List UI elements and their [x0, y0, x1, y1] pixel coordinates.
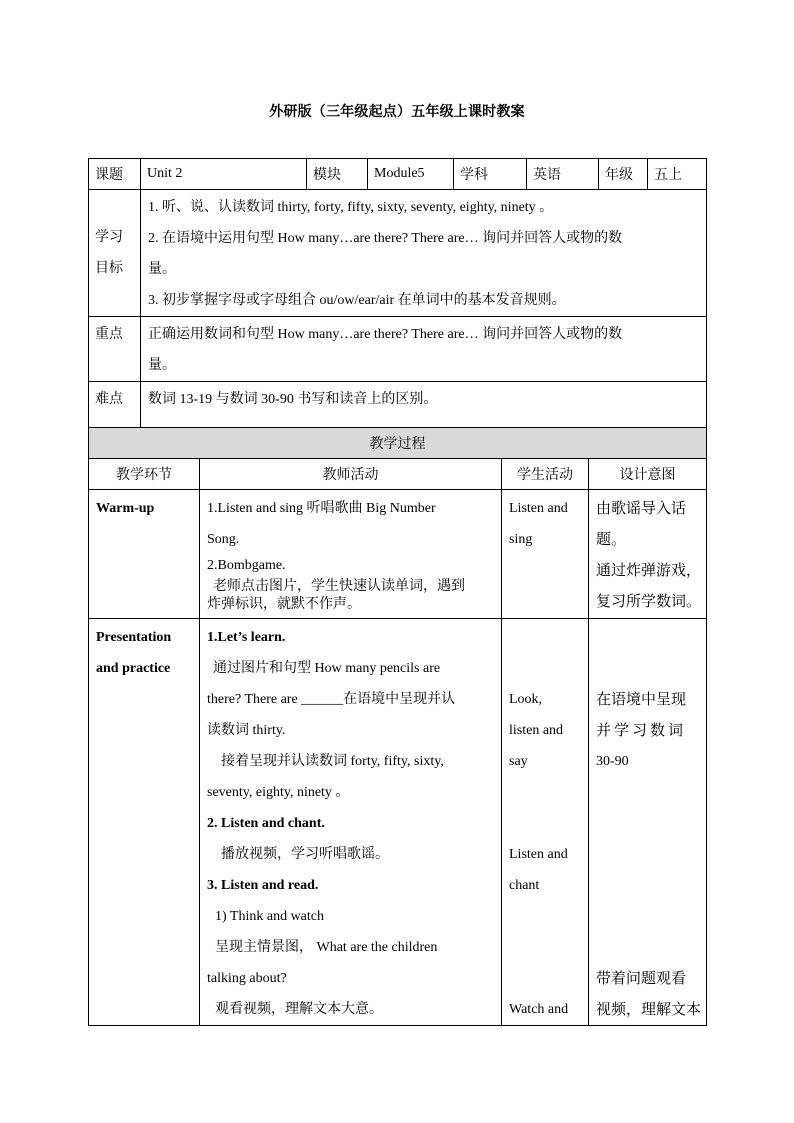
pres-intent-3: 30-90 — [596, 754, 629, 769]
difficulties-text: 数词 13-19 与数词 30-90 书写和读音上的区别。 — [148, 392, 438, 407]
process-band-row — [89, 428, 707, 459]
warmup-intent-1: 由歌谣导入话 — [596, 499, 687, 517]
pres-teacher-2: there? There are ______在语境中呈现并认 — [207, 692, 456, 707]
goals-row — [89, 190, 707, 317]
pres-teacher-5: seventy, eighty, ninety 。 — [207, 785, 350, 800]
warmup-intent-3: 通过炸弹游戏， — [596, 561, 702, 579]
key-points-row — [89, 317, 707, 382]
warmup-teacher-3: 老师点击图片，学生快速认读单词，遇到 — [213, 578, 465, 594]
presentation-stage-2: and practice — [96, 661, 171, 676]
pres-heading-3: 3. Listen and read. — [207, 878, 319, 893]
goal-3: 3. 初步掌握字母或字母组合 ou/ow/ear/air 在单词中的基本发音规则。 — [148, 293, 566, 308]
subject-value: 英语 — [527, 159, 599, 190]
topic-value: Unit 2 — [141, 159, 307, 190]
pres-teacher-1: 通过图片和句型 How many pencils are — [213, 661, 441, 676]
pres-intent-5: 视频，理解文本 — [596, 1000, 702, 1018]
process-header-row — [89, 459, 707, 490]
process-band: 教学过程 — [89, 428, 707, 459]
difficulties-row — [89, 382, 707, 431]
header-intent: 设计意图 — [589, 459, 707, 490]
warmup-row — [89, 490, 707, 619]
pres-teacher-9: talking about? — [207, 971, 287, 986]
pres-teacher-8: 呈现主情景图， What are the children — [215, 940, 438, 955]
warmup-stage: Warm-up — [96, 501, 155, 516]
goal-1: 1. 听、说、认读数词 thirty, forty, fifty, sixty, seventy, eighty, ninety 。 — [148, 200, 554, 215]
pres-heading-1: 1.Let’s learn. — [207, 630, 286, 645]
key-point-line-1: 正确运用数词和句型 How many…are there? There are… 询问并回答人或物的数 — [148, 327, 623, 342]
goal-2: 2. 在语境中运用句型 How many…are there? There are… 询问并回答人或物的数 — [148, 231, 623, 246]
module-label: 模块 — [307, 159, 368, 190]
pres-teacher-10: 观看视频，理解文本大意。 — [215, 1002, 383, 1017]
warmup-intent-2: 题。 — [596, 530, 627, 548]
pres-student-5: chant — [509, 878, 540, 893]
pres-intent-4: 带着问题观看 — [596, 969, 687, 987]
header-student: 学生活动 — [502, 459, 589, 490]
grade-value: 五上 — [648, 159, 707, 190]
pres-teacher-4: 接着呈现并认读数词 forty, fifty, sixty, — [221, 754, 444, 769]
header-teacher: 教师活动 — [200, 459, 502, 490]
warmup-teacher-2: 2.Bombgame. — [207, 558, 286, 573]
page-title: 外研版（三年级起点）五年级上课时教案 — [269, 104, 525, 120]
pres-intent-1: 在语境中呈现 — [596, 690, 687, 708]
pres-student-2: listen and — [509, 723, 564, 738]
goal-2-cont: 量。 — [148, 262, 176, 277]
warmup-student-1: Listen and — [509, 501, 568, 516]
goals-label: 学习目标 — [95, 229, 123, 276]
lesson-info-table — [88, 158, 707, 431]
header-stage: 教学环节 — [89, 459, 200, 490]
topic-label: 课题 — [89, 159, 141, 190]
key-point-line-2: 量。 — [148, 358, 176, 373]
pres-intent-2: 并学习数词 — [596, 721, 687, 739]
difficulties-label: 难点 — [89, 382, 141, 431]
info-row — [89, 159, 707, 190]
pres-heading-2: 2. Listen and chant. — [207, 816, 325, 831]
pres-student-4: Listen and — [509, 847, 568, 862]
key-points-label: 重点 — [89, 317, 141, 382]
warmup-student-2: sing — [509, 532, 533, 547]
teaching-process-table — [88, 427, 707, 1026]
warmup-teacher-4: 炸弹标识，就默不作声。 — [207, 596, 361, 612]
warmup-teacher-1: 1.Listen and sing 听唱歌曲 Big Number — [207, 501, 436, 516]
pres-student-6: Watch and — [509, 1002, 569, 1017]
presentation-stage-1: Presentation — [96, 630, 172, 645]
pres-student-1: Look, — [509, 692, 543, 707]
pres-student-3: say — [509, 754, 528, 769]
presentation-row — [89, 619, 707, 1026]
pres-teacher-7: 1) Think and watch — [215, 909, 324, 924]
pres-teacher-6: 播放视频，学习听唱歌谣。 — [221, 847, 389, 862]
subject-label: 学科 — [454, 159, 527, 190]
pres-teacher-3: 读数词 thirty. — [207, 723, 286, 738]
grade-label: 年级 — [599, 159, 648, 190]
module-value: Module5 — [368, 159, 454, 190]
warmup-intent-4: 复习所学数词。 — [596, 592, 702, 610]
warmup-teacher-1b: Song. — [207, 532, 240, 547]
